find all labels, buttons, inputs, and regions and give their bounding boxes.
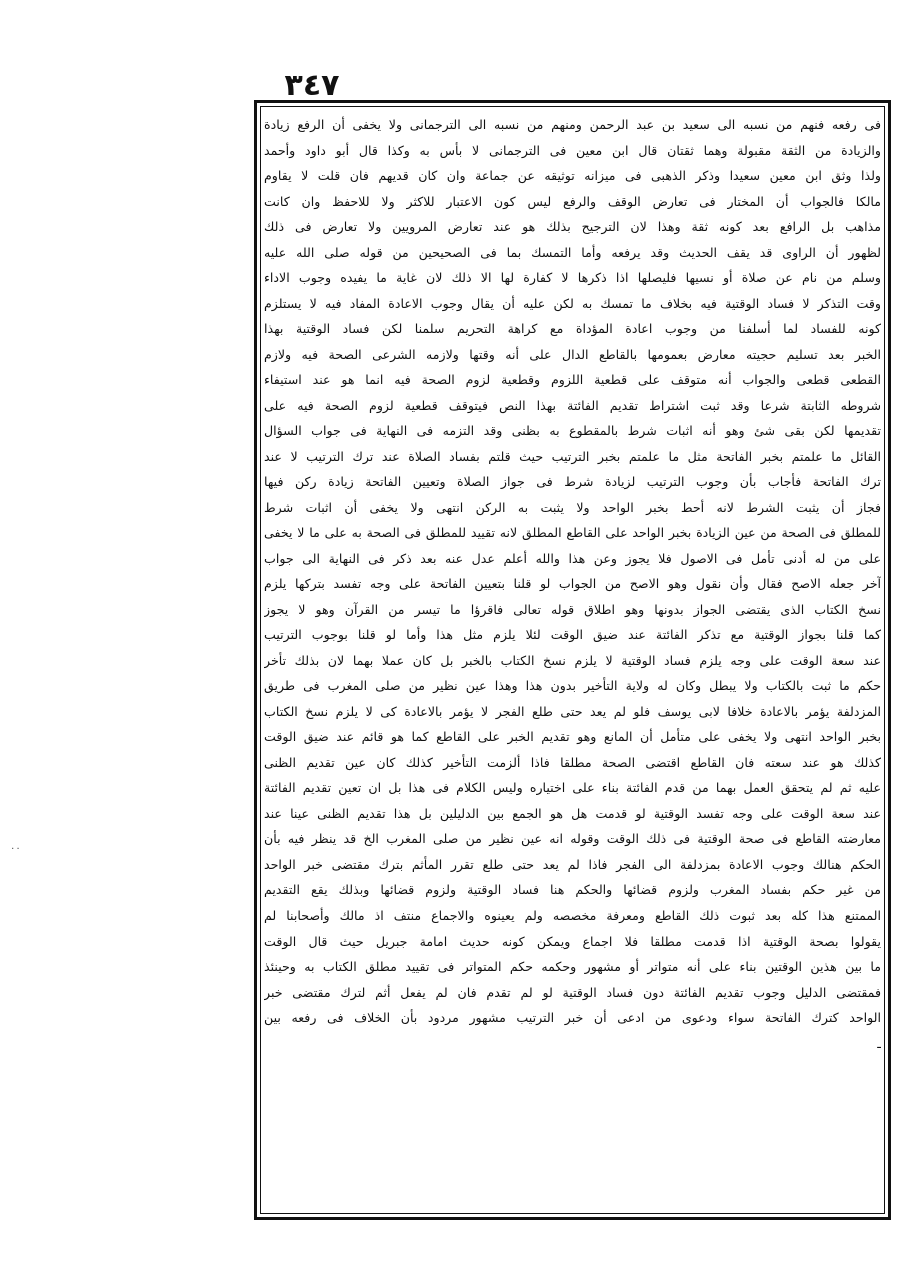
text-line: الواحد كترك الفاتحة سواء ودعوى من ادعى أن خبر الترتيب مشهور مردود بأن الخلاف فى رفعه بين (264, 1010, 881, 1026)
text-line: حكم ما ثبت بالكتاب ولا يبطل وكان له ولاية التأخير بدون هذا وهذا عين نظير من صلى المغرب فى طريق (264, 678, 881, 694)
text-line: ما بين هذين الوقتين بناء على أنه متواتر أو مشهور وحكمه حكم المتواتر فى تقييد مطلق الكتاب به وحينئذ (264, 959, 881, 975)
text-line: نسخ الكتاب الذى يقتضى الجواز بدونها وهو اطلاق قوله تعالى فاقرؤا ما تيسر من القرآن وهو لا يجوز (264, 601, 881, 617)
text-line: للمطلق فى الصحة من عين الزيادة بخبر الواحد على القاطع المطلق لانه تقييد للمطلق فى الصحة به على ما لا يخفى (264, 525, 881, 541)
text-line: القائل ما علمتم بخبر الفاتحة مثل ما علمتم بخبر الترتيب حيث قلتم بفساد الصلاة عند ترك الترتيب لا عند (264, 448, 881, 464)
text-line: عليه ثم لم يتحقق العمل بهما من قدم الفائتة بناء على اختياره وليس الكلام فى هذا بل ان تعين تقديم الفائتة (264, 780, 881, 796)
text-line: الخبر بعد تسليم حجيته معارض بعمومها بالقاطع الدال على أنه وقتها ولازمه الشرعى الصحة فيه ولازم (264, 346, 881, 362)
text-line (264, 1133, 881, 1159)
text-line: بخبر الواحد انتهى ولا يخفى على متأمل أن المانع وهو تقديم الخبر على القاطع كما هو قائم عند ضيق الوقت (264, 729, 881, 745)
text-line: فجاز أن يثبت الشرط لانه أحط بخبر الواحد ولا يثبت به الركن انتهى ولا يخفى أن اثبات شرط (264, 499, 881, 515)
text-line: تقديمها لكن بقى شئ وهو أنه اثبات شرط بالمقطوع به بظنى وقد التزمه فى النهاية فى جواب السؤال (264, 423, 881, 439)
text-line: والزيادة من الثقة مقبولة وهما ثقتان قال ابن معين فى الترجمانى لا بأس به وكذا قال أبو داود وأحمد (264, 142, 881, 158)
text-line: معارضته القاطع فى صحة الوقتية فى ذلك الوقت وقوله انه عين نظير من صلى المغرب الخ قد ينظر فيه بأن (264, 831, 881, 847)
text-line: فمقتضى الدليل وجوب تقديم الفائتة دون فساد الوقتية لو لم تقدم فان لم يفعل أثم لترك مقتضى خبر (264, 984, 881, 1000)
text-line: فى رفعه فنهم من نسبه الى سعيد بن عبد الرحمن ومنهم من نسبه الى الترجمانى ولا يخفى أن الرفع زيادة (264, 117, 881, 132)
text-line: وسلم من نام عن صلاة أو نسيها فليصلها اذا ذكرها لا كفارة لها الا ذلك لان غاية ما يفيده وجوب الاداء (264, 270, 881, 286)
text-line: لظهور أن الراوى قد يقف الحديث وقد يرفعه وأما التمسك بما فى الصحيحين من قوله صلى الله عليه (264, 244, 881, 260)
text-line: آخر جعله الاصح فقال وأن نقول وهو الاصح من الجواب لو قلنا بتعيين الفاتحة على وجه تفسد بتركها يلزم (264, 576, 881, 592)
text-line: عند سعة الوقت على وجه يلزم فساد الوقتية لا يلزم نسخ الكتاب بالخبر بل كان عملا بهما لان بذلك تأخر (264, 652, 881, 668)
margin-mark: ٠٠ (10, 843, 21, 854)
text-line: ـ (877, 1035, 881, 1051)
text-line (264, 1107, 881, 1133)
text-line: المزدلفة يؤمر بالاعادة خلافا لابى يوسف فلو لم يعد حتى طلع الفجر لا يؤمر بالاعادة كى لا يلزم نسخ الكتاب (264, 703, 881, 719)
text-line: عند سعة الوقت على وجه تفسد الوقتية لو قدمت هل هو الجمع بين الدليلين بل هذا تقديم الظنى عينا عند (264, 805, 881, 821)
text-line: مالكا فالجواب أن المختار فى تعارض الوقف والرفع ليس كون الاعتبار للاكثر ولا للاحفظ وان كانت (264, 193, 881, 209)
text-line: كما قلنا بجواز الوقتية مع تذكر الفائتة عند ضيق الوقت لئلا يلزم مثل هذا وأما لو قلنا بوجوب الترتيب (264, 627, 881, 643)
text-body (264, 112, 881, 1210)
text-line: وقت التذكر لا فساد الوقتية فيه بخلاف ما تمسك به لكن عليه أن يقال وجوب الاعادة المفاد فيه لا يستلزم (264, 295, 881, 311)
text-line (264, 1158, 881, 1184)
text-line: الحكم هنالك وجوب الاعادة بمزدلفة الى الفجر فاذا لم يعد حتى طلع تقرر المأثم بترك مقتضى خبر الواحد (264, 856, 881, 872)
text-line (264, 1082, 881, 1108)
text-line: القطعى قطعى والجواب أنه متوقف على قطعية اللزوم وقطعية لزوم الصحة فيه انما هو عند استيفاء (264, 372, 881, 388)
text-line: ترك الفاتحة فأجاب بأن وجوب الترتيب لزيادة شرط فى جواز الصلاة وتعيين الفاتحة زيادة ركن فيها (264, 474, 881, 490)
text-line: الممتنع هذا كله بعد ثبوت ذلك القاطع ومعرفة مخصصه ولم يعينوه والاجماع منتف اذ مالك وأصحابنا لم (264, 907, 881, 923)
text-line: كونه للفساد لما أسلفنا من وجوب اعادة المؤداة مع كراهة التحريم سلمنا لكن فساد الوقتية بهذا (264, 321, 881, 337)
text-line (264, 1184, 881, 1210)
text-line: شروطه الثابتة شرعا وقد ثبت اشتراط تقديم الفائتة بهذا النص فيتوقف قطعية لزوم الصحة فيه على (264, 397, 881, 413)
text-line: مذاهب بل الرافع بعد كونه ثقة وهذا لان الترجيح بذلك هو عند تعارض المرويين ولا تعارض فى ذلك (264, 219, 881, 235)
text-line: يقولوا بصحة الوقتية اذا قدمت مطلقا فلا اجماع ويمكن كونه حديث امامة جبريل حيث قال الوقت (264, 933, 881, 949)
text-line (264, 1056, 881, 1082)
text-line: على من له أدنى تأمل فى الاصول فلا يجوز وعن هذا والله أعلم عدل عنه بعد ذكر فى النهاية الى جواب (264, 550, 881, 566)
text-line: كذلك هو عند سعته فان القاطع اقتضى الصحة مطلقا فاذا ألزمت التأخير كذلك كان عين تقديم الظنى (264, 754, 881, 770)
page-number: ٣٤٧ (284, 68, 340, 103)
text-line: ولذا وثق ابن معين سعيدا وذكر الذهبى فى ميزانه توثيقه عن جماعة وان كان قديهم فان قلت لا يقاوم (264, 168, 881, 184)
text-line: من غير حكم بفساد المغرب ولزوم قضائها والحكم هنا فساد الوقتية ولزوم قضائها وبذلك يقع التقديم (264, 882, 881, 898)
